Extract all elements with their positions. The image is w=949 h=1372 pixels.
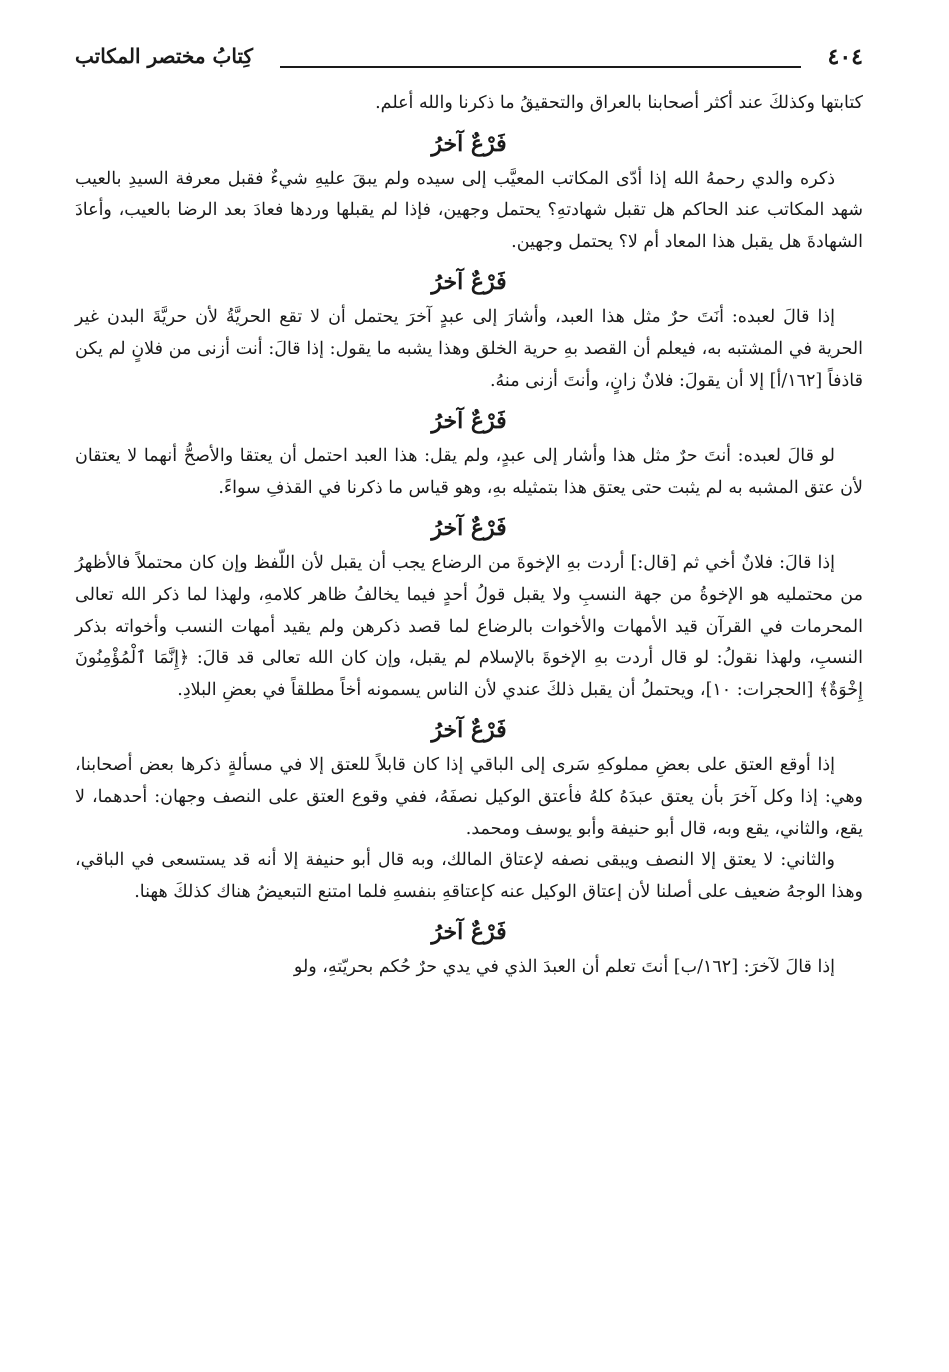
paragraph: لو قالَ لعبده: أنتَ حرٌ مثل هذا وأشار إلى عبدٍ، ولم يقل: هذا العبد احتمل أن يعتقا والأصحُّ أنهما لا يعتقان لأن عتق المشبه به لم يثبت حتى يعتق هذا بتمثيله بهِ، وهو قياس ما ذكرنا في القذفِ سواءً. <box>75 446 863 498</box>
page-number: ٤٠٤ <box>827 44 863 70</box>
paragraph: والثاني: لا يعتق إلا النصف ويبقى نصفه لإعتاق المالك، وبه قال أبو حنيفة إلا أنه قد يستسعى في الباقي، وهذا الوجهُ ضعيف على أصلنا لأن إعتاق الوكيل عنه كإعتاقهِ بنفسهِ فلما امتنع التبعيضُ هناك كذلكَ ههنا. <box>75 850 863 902</box>
paragraph: إذا قالَ: فلانٌ أخي ثم [قال:] أردت بهِ الإخوةَ من الرضاع يجب أن يقبل لأن اللّفظ وإن كان محتملاً فالأظهرُ من محتمليه هو الإخوةُ من جهة النسبِ ولا يقبل قولُ أحدٍ فيما يخالفُ ظاهر كلامهِ، ولهذا لما ذكر الله تعالى المحرمات في القرآن قيد الأمهات والأخوات بالرضاع لما قصد ذكرهن ولم يقيد أمهات النسب وأخواته بذكر النسبِ، ولهذا نقولُ: لو قال أردت بهِ الإخوةَ بالإسلام لم يقبل، وإن كان الله تعالى قد قالَ: ﴿إِنَّمَا ٱلْمُؤْمِنُونَ إِخْوَةٌ﴾ [الحجرات: ١٠]، ويحتملُ أن يقبل ذلكَ عندي لأن الناس يسمونه أخاً مطلقاً في بعضِ البلادِ. <box>75 553 863 700</box>
section-heading: فَرْعٌ آخرُ <box>431 919 507 946</box>
section-heading: فَرْعٌ آخرُ <box>431 269 507 296</box>
page-body <box>75 88 863 984</box>
section-heading: فَرْعٌ آخرُ <box>431 130 507 157</box>
section-heading: فَرْعٌ آخرُ <box>431 408 507 435</box>
paragraph: إذا قالَ لعبده: أنَتَ حرٌ مثل هذا العبد، وأشارَ إلى عبدٍ آخرَ يحتمل أن لا تقع الحريَّةُ لأن حريَّةَ البدن غير الحرية في المشتبه به، فيعلم أن القصد بهِ حرية الخلق وهذا يشبه ما يقول: إذا قالَ: أنت أزنى من فلانٍ لم يكن قاذفاً [١٦٢/أ] إلا أن يقولَ: فلانٌ زانٍ، وأنتَ أزنى منهُ. <box>75 307 863 391</box>
header-rule <box>280 66 801 68</box>
paragraph: كتابتها وكذلكَ عند أكثر أصحابنا بالعراق والتحقيقُ ما ذكرنا والله أعلم. <box>375 93 863 113</box>
paragraph: إذا قالَ لآخرَ: [١٦٢/ب] أنتَ تعلم أن العبدَ الذي في يدي حرٌ حُكم بحريّتهِ، ولو <box>293 957 835 978</box>
page-header <box>75 40 863 88</box>
book-title: كِتابُ مختصر المكاتب <box>75 44 253 68</box>
section-heading: فَرْعٌ آخرُ <box>431 515 507 542</box>
paragraph: إذا أوقع العتق على بعضِ مملوكهِ سَرى إلى الباقي إذا كان قابلاً للعتق إلا في مسألةٍ ذكرها بعض أصحابنا، وهي: إذا وكل آخرَ بأن يعتق عبدَهُ كلهُ فأعتق الوكيل نصفَهُ، ففي وقوع العتق على النصف وجهان: أحدهما، لا يقع، والثاني، يقع وبه، قال أبو حنيفة وأبو يوسف ومحمد. <box>75 755 863 839</box>
paragraph: ذكره والدي رحمهُ الله إذا أدّى المكاتب المعيَّب إلى سيده ولم يبقَ عليهِ شيءٌ فقبل معرفة السيدِ بالعيب شهد المكاتب عند الحاكم هل تقبل شهادتهِ؟ يحتمل وجهين، فإذا لم يقبلها وردها فعادَ بعد الرضا بالعيب، وأعادَ الشهادةَ هل يقبل هذا المعاد أم لا؟ يحتمل وجهين. <box>75 168 863 252</box>
section-heading: فَرْعٌ آخرُ <box>431 717 507 744</box>
